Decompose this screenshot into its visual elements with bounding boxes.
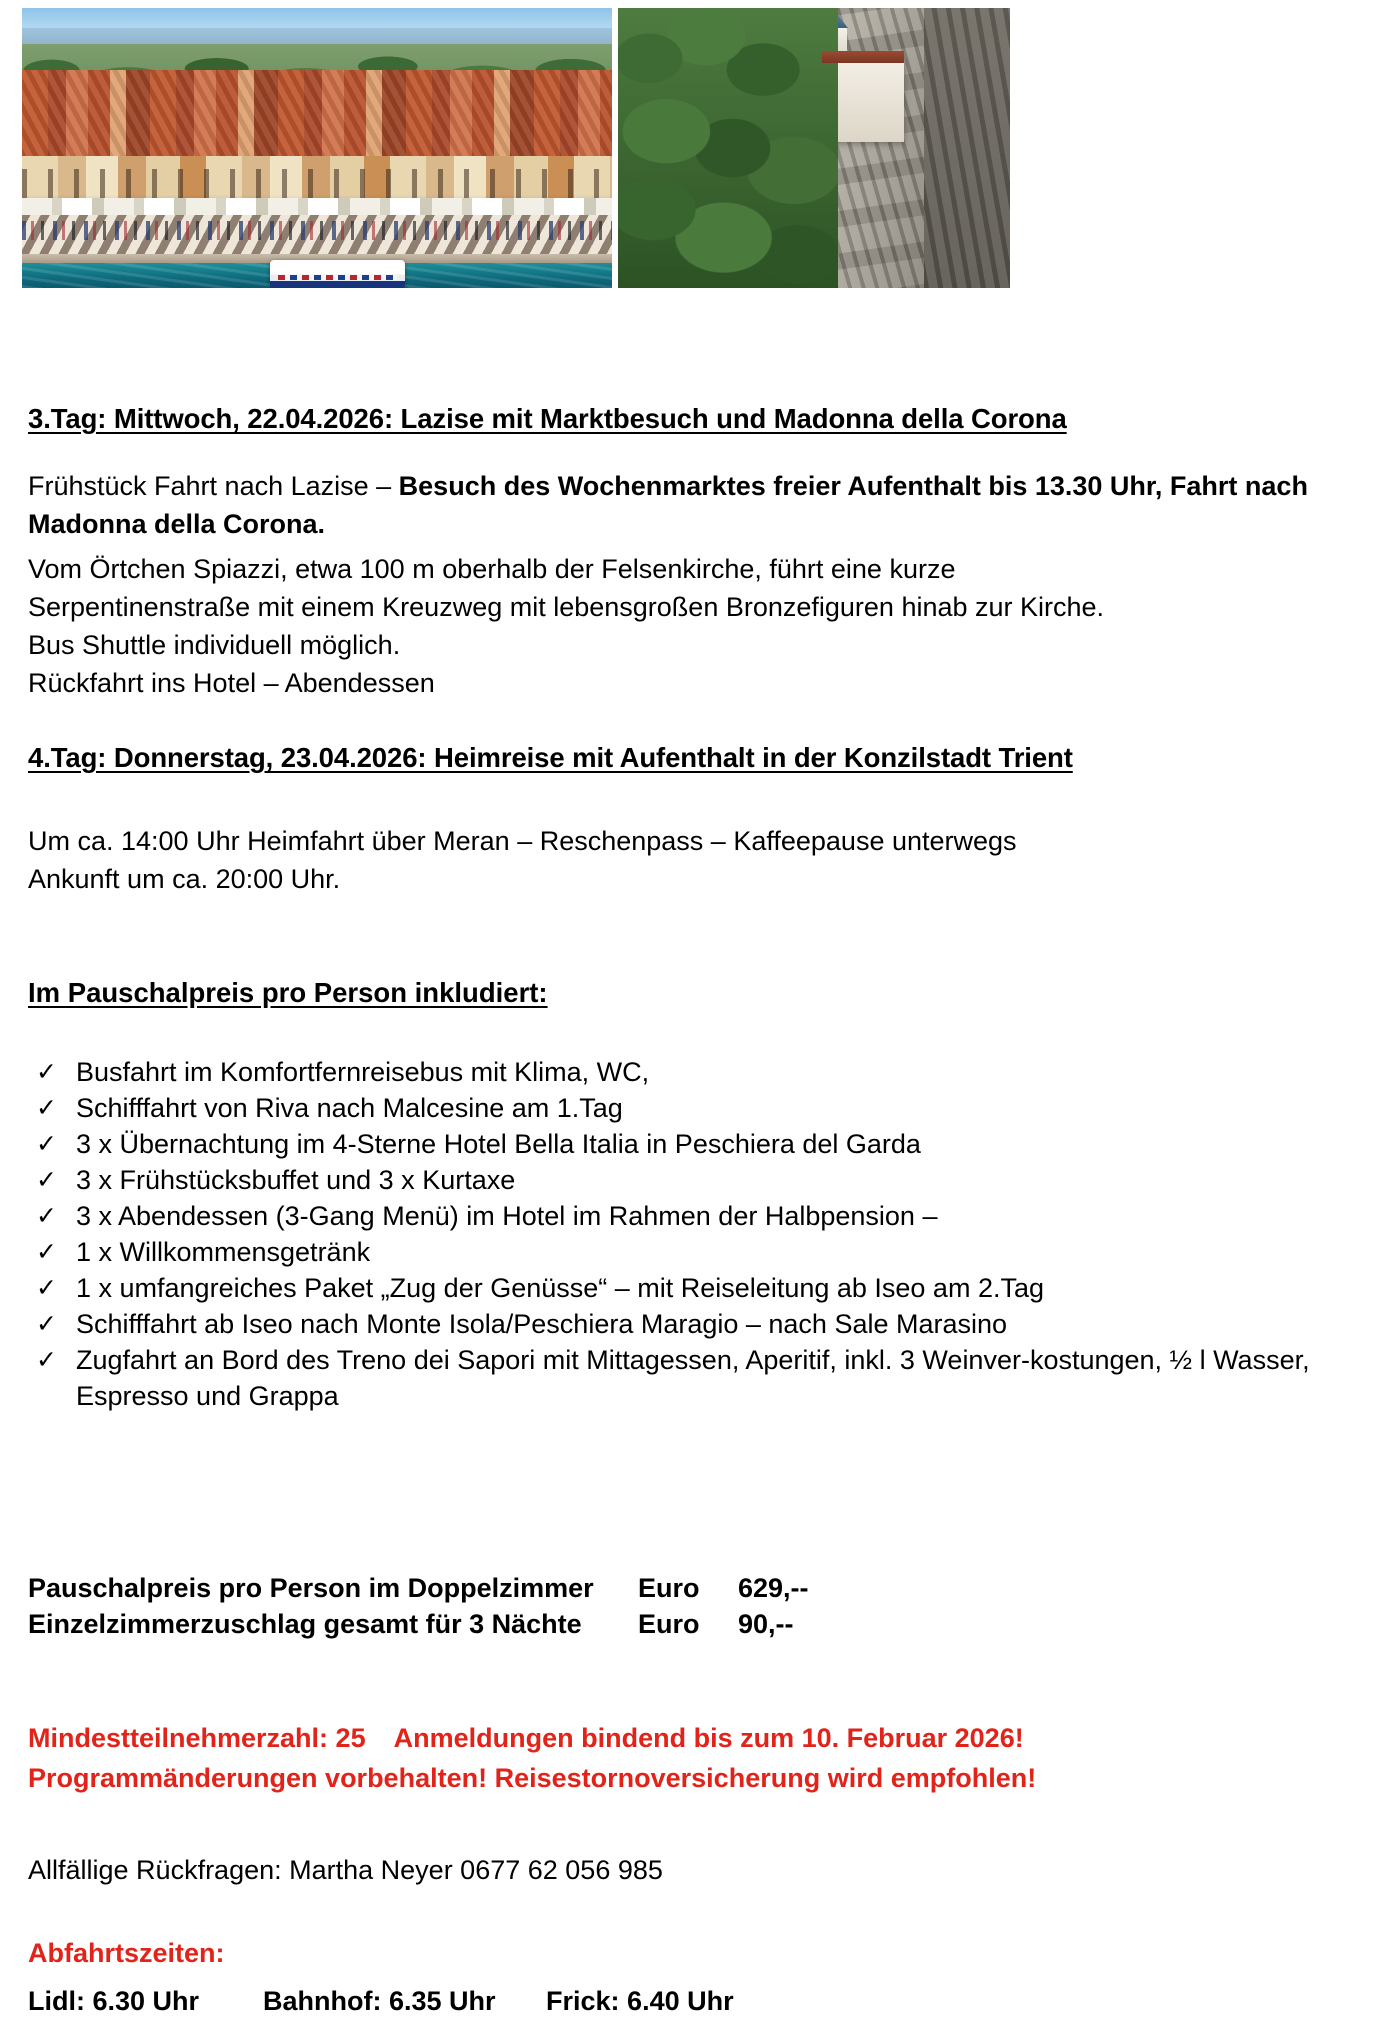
price-label: Einzelzimmerzuschlag gesamt für 3 Nächte bbox=[28, 1609, 582, 1639]
list-item-label: 1 x Willkommensgetränk bbox=[76, 1237, 371, 1267]
list-item-label: Busfahrt im Komfortfernreisebus mit Klima, WC, bbox=[76, 1057, 650, 1087]
included-list bbox=[28, 1054, 1358, 1414]
check-icon: ✓ bbox=[36, 1310, 57, 1338]
price-currency: Euro bbox=[638, 1573, 700, 1603]
check-icon: ✓ bbox=[36, 1166, 57, 1194]
price-label: Pauschalpreis pro Person im Doppelzimmer bbox=[28, 1573, 594, 1603]
day-4-line: Um ca. 14:00 Uhr Heimfahrt über Meran – Reschenpass – Kaffeepause unterwegs bbox=[28, 826, 1017, 856]
departure-times-row bbox=[28, 1986, 734, 2017]
photo-lazise-harbour-aerial bbox=[22, 8, 612, 288]
day-3-line: Rückfahrt ins Hotel – Abendessen bbox=[28, 668, 435, 698]
day-3-intro-bold: Besuch des Wochenmarktes freier Aufenthalt bis 13.30 Uhr, Fahrt nach Madonna della Corona. bbox=[28, 471, 1308, 539]
day-3-line: Bus Shuttle individuell möglich. bbox=[28, 630, 401, 660]
departure-stop-bahnhof bbox=[263, 1986, 546, 2017]
photo-crowd-layer bbox=[22, 221, 612, 241]
photo-cliff-right-layer bbox=[924, 8, 1010, 288]
paragraph-day-3-detail bbox=[28, 550, 1358, 702]
paragraph-day-4 bbox=[28, 822, 1358, 898]
photo-madonna-della-corona bbox=[618, 8, 1010, 288]
check-icon: ✓ bbox=[36, 1094, 57, 1122]
heading-departure-times: Abfahrtszeiten: bbox=[28, 1938, 225, 1968]
list-item-label: Schifffahrt von Riva nach Malcesine am 1.Tag bbox=[76, 1093, 623, 1123]
list-item-label: Zugfahrt an Bord des Treno dei Sapori mit Mittagessen, Aperitif, inkl. 3 Weinver-kostungen, ½ l Wasser, Espresso und Grappa bbox=[76, 1345, 1310, 1411]
check-icon: ✓ bbox=[36, 1346, 57, 1374]
list-item-label: Schifffahrt ab Iseo nach Monte Isola/Peschiera Maragio – nach Sale Marasino bbox=[76, 1309, 1008, 1339]
stop-name: Bahnhof: bbox=[263, 1986, 382, 2016]
departure-stop-frick bbox=[546, 1986, 734, 2017]
list-item-label: 3 x Frühstücksbuffet und 3 x Kurtaxe bbox=[76, 1165, 516, 1195]
departure-stop-lidl bbox=[28, 1986, 263, 2017]
paragraph-day-3-intro bbox=[28, 467, 1358, 543]
list-item bbox=[28, 1342, 1326, 1414]
check-icon: ✓ bbox=[36, 1274, 57, 1302]
list-item-label: 1 x umfangreiches Paket „Zug der Genüsse“ – mit Reiseleitung ab Iseo am 2.Tag bbox=[76, 1273, 1044, 1303]
photo-ferry-boat bbox=[270, 260, 406, 288]
stop-name: Frick: bbox=[546, 1986, 620, 2016]
day-3-line: Vom Örtchen Spiazzi, etwa 100 m oberhalb der Felsenkirche, führt eine kurze bbox=[28, 554, 956, 584]
list-item bbox=[28, 1162, 1358, 1198]
list-item-label: 3 x Abendessen (3-Gang Menü) im Hotel im Rahmen der Halbpension – bbox=[76, 1201, 938, 1231]
photo-church-roof bbox=[822, 51, 904, 62]
check-icon: ✓ bbox=[36, 1130, 57, 1158]
price-table bbox=[28, 1570, 809, 1642]
check-icon: ✓ bbox=[36, 1202, 57, 1230]
list-item-label: 3 x Übernachtung im 4-Sterne Hotel Bella Italia in Peschiera del Garda bbox=[76, 1129, 921, 1159]
list-item bbox=[28, 1306, 1358, 1342]
price-amount: 90,-- bbox=[738, 1609, 794, 1639]
list-item bbox=[28, 1270, 1358, 1306]
list-item bbox=[28, 1126, 1358, 1162]
heading-day-3: 3.Tag: Mittwoch, 22.04.2026: Lazise mit Marktbesuch und Madonna della Corona bbox=[28, 403, 1067, 434]
stop-time: 6.35 Uhr bbox=[388, 1986, 496, 2016]
stop-time: 6.30 Uhr bbox=[92, 1986, 200, 2016]
heading-day-4: 4.Tag: Donnerstag, 23.04.2026: Heimreise mit Aufenthalt in der Konzilstadt Trient bbox=[28, 742, 1073, 773]
minimum-participants: Mindestteilnehmerzahl: 25 bbox=[28, 1723, 366, 1753]
notice-line-1 bbox=[28, 1718, 1036, 1758]
notice-line-2: Programmänderungen vorbehalten! Reisestornoversicherung wird empfohlen! bbox=[28, 1763, 1037, 1793]
table-row bbox=[28, 1570, 809, 1606]
table-row bbox=[28, 1606, 809, 1642]
day-3-intro-plain: Frühstück Fahrt nach Lazise – bbox=[28, 471, 399, 501]
notice-block bbox=[28, 1718, 1036, 1798]
check-icon: ✓ bbox=[36, 1058, 57, 1086]
price-amount: 629,-- bbox=[738, 1573, 809, 1603]
stop-name: Lidl: bbox=[28, 1986, 85, 2016]
list-item bbox=[28, 1234, 1358, 1270]
list-item bbox=[28, 1090, 1358, 1126]
day-4-line: Ankunft um ca. 20:00 Uhr. bbox=[28, 864, 341, 894]
list-item bbox=[28, 1198, 1358, 1234]
heading-included: Im Pauschalpreis pro Person inkludiert: bbox=[28, 977, 548, 1008]
photo-foliage-layer bbox=[618, 8, 838, 288]
registration-deadline: Anmeldungen bindend bis zum 10. Februar 2026! bbox=[393, 1723, 1024, 1753]
stop-time: 6.40 Uhr bbox=[627, 1986, 734, 2016]
day-3-line: Serpentinenstraße mit einem Kreuzweg mit lebensgroßen Bronzefiguren hinab zur Kirche. bbox=[28, 592, 1105, 622]
price-currency: Euro bbox=[638, 1609, 700, 1639]
check-icon: ✓ bbox=[36, 1238, 57, 1266]
list-item bbox=[28, 1054, 1358, 1090]
contact-line: Allfällige Rückfragen: Martha Neyer 0677 62 056 985 bbox=[28, 1855, 663, 1885]
photo-strip bbox=[22, 8, 1012, 288]
